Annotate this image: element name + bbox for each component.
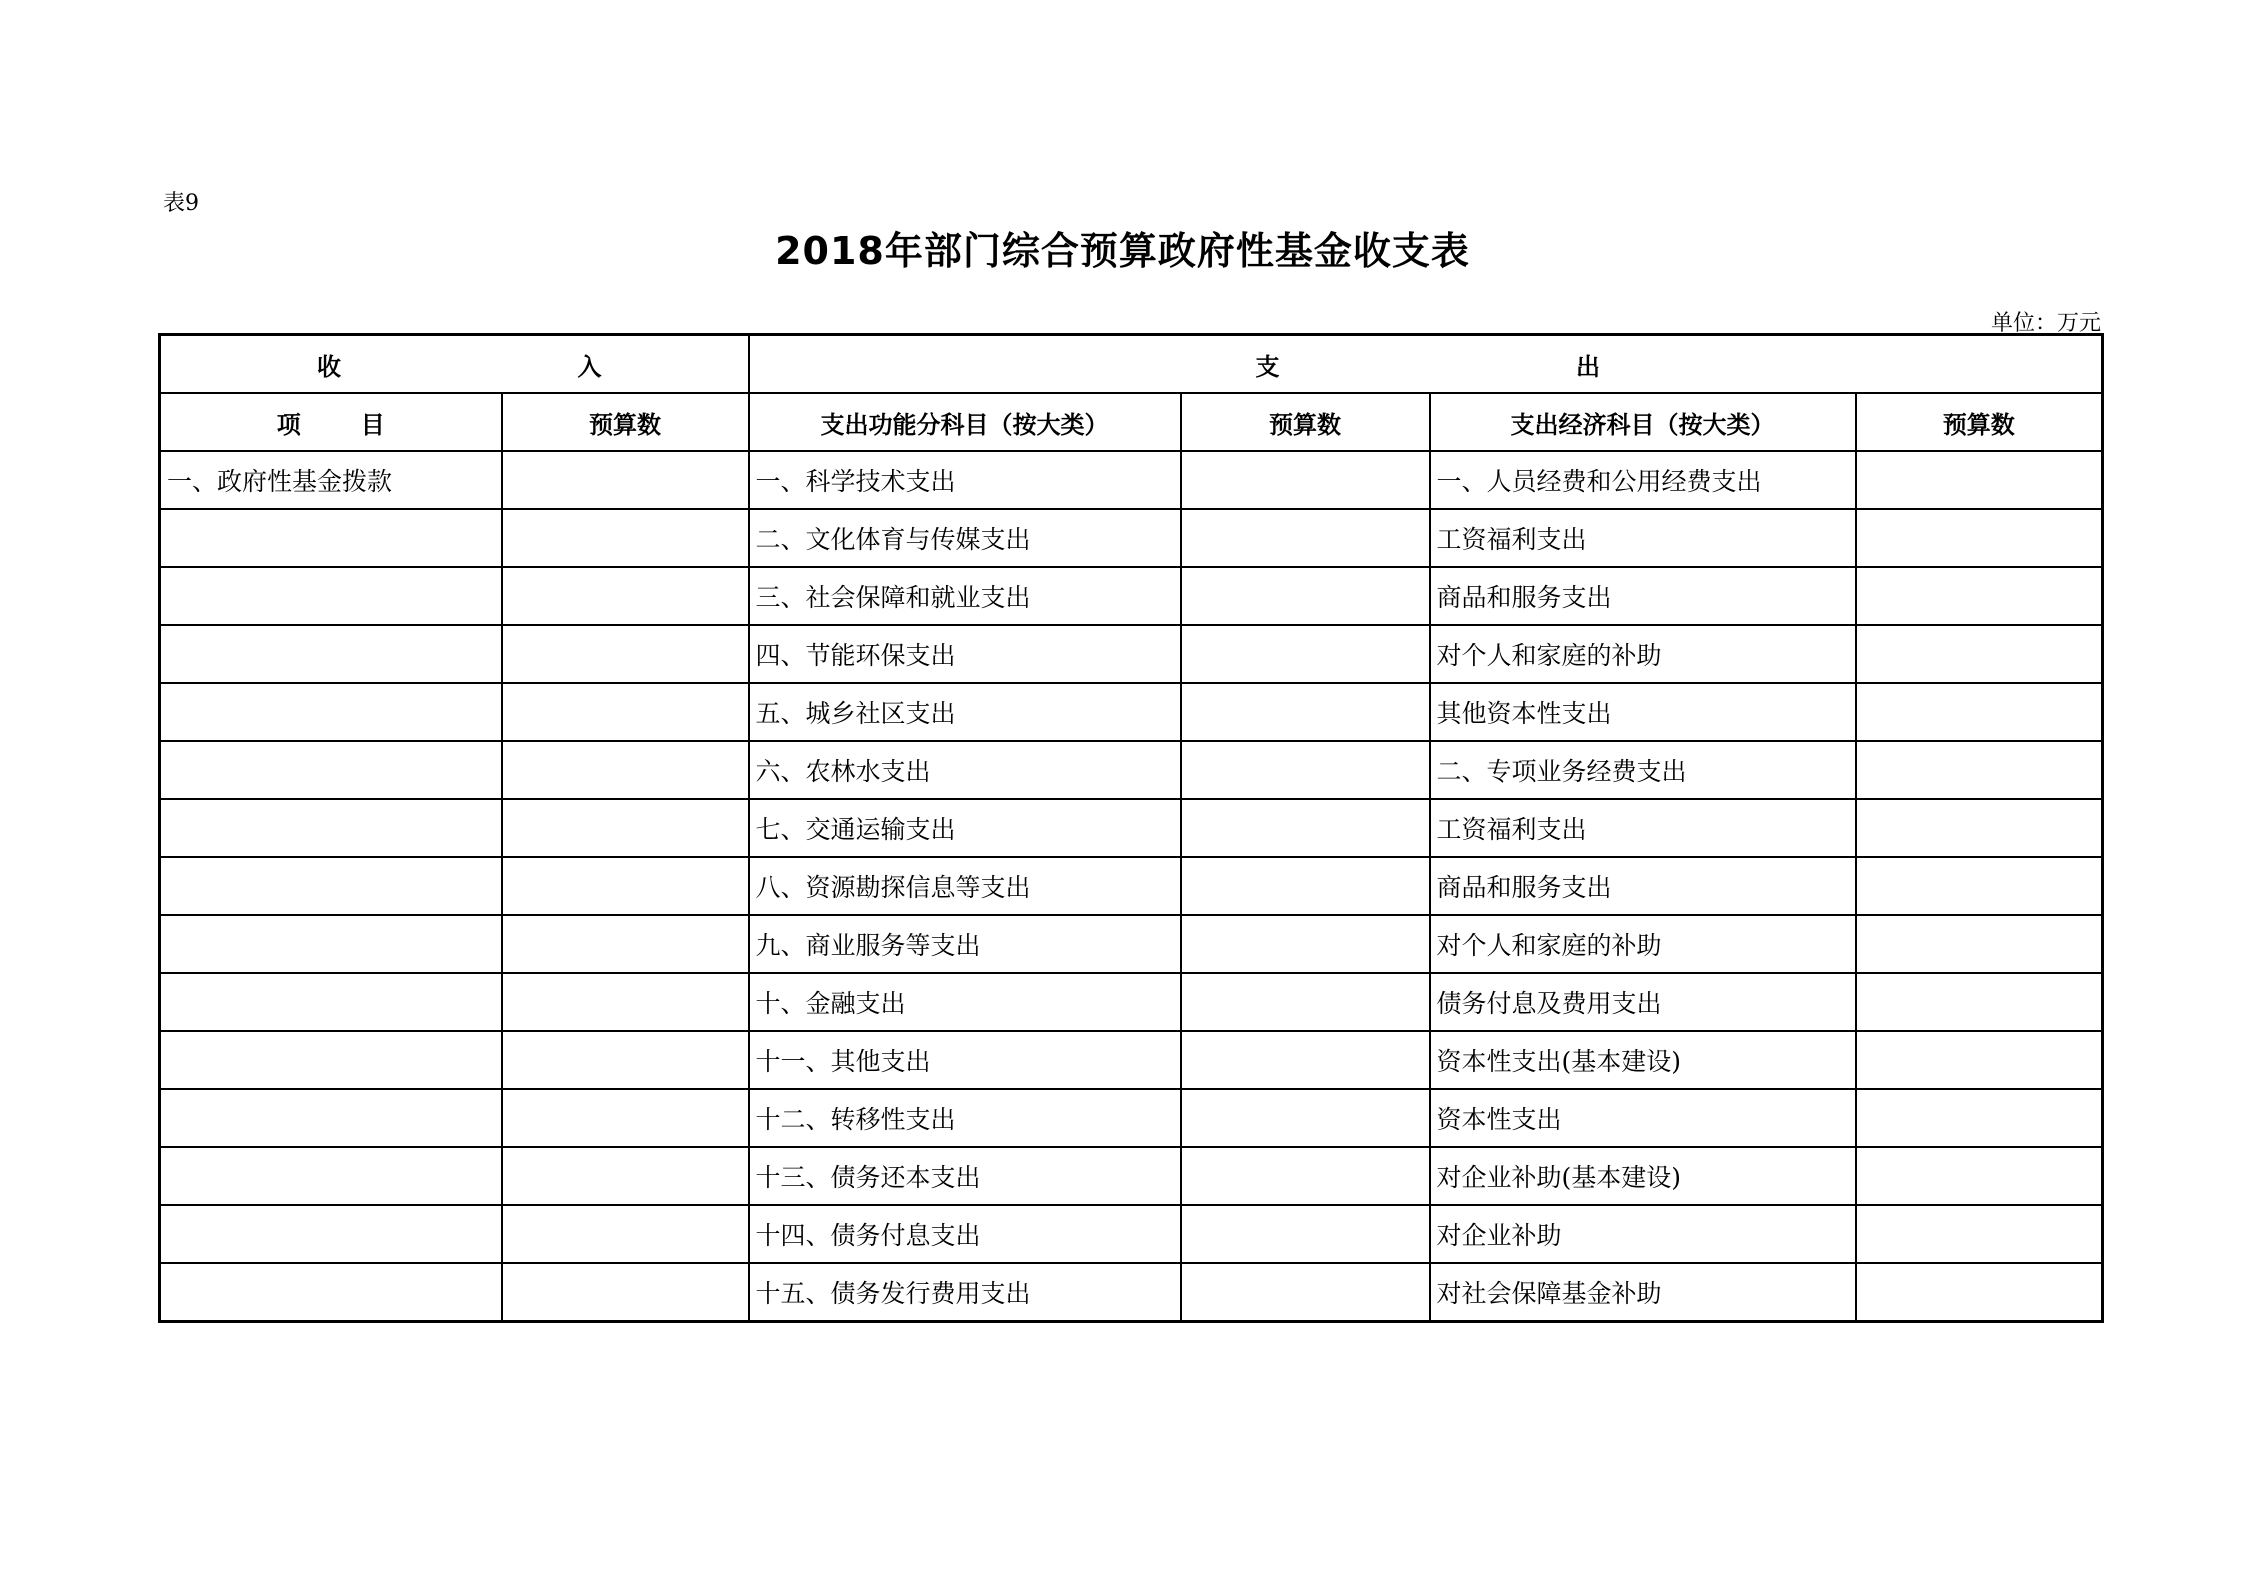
func-amount-cell xyxy=(1181,741,1430,799)
column-header-row xyxy=(160,393,2103,451)
func-subject-cell: 五、城乡社区支出 xyxy=(749,683,1181,741)
income-item-cell xyxy=(160,683,502,741)
func-subject-cell: 一、科学技术支出 xyxy=(749,451,1181,509)
func-amount-cell xyxy=(1181,1031,1430,1089)
econ-subject-cell: 资本性支出 xyxy=(1430,1089,1856,1147)
econ-amount-cell xyxy=(1856,567,2103,625)
income-amount-cell xyxy=(502,567,749,625)
econ-subject-cell: 对社会保障基金补助 xyxy=(1430,1263,1856,1322)
income-item-cell xyxy=(160,625,502,683)
col-header-income-item xyxy=(160,393,502,451)
income-amount-cell xyxy=(502,741,749,799)
col-header-econ-amount: 预算数 xyxy=(1856,393,2103,451)
income-item-cell: 一、政府性基金拨款 xyxy=(160,451,502,509)
func-amount-cell xyxy=(1181,683,1430,741)
econ-amount-cell xyxy=(1856,451,2103,509)
func-amount-cell xyxy=(1181,1205,1430,1263)
func-amount-cell xyxy=(1181,451,1430,509)
func-subject-cell: 十五、债务发行费用支出 xyxy=(749,1263,1181,1322)
table-row xyxy=(160,799,2103,857)
econ-amount-cell xyxy=(1856,509,2103,567)
econ-amount-cell xyxy=(1856,683,2103,741)
expense-section-header xyxy=(749,335,2103,394)
col-header-func-amount: 预算数 xyxy=(1181,393,1430,451)
col-header-char: 目 xyxy=(360,410,385,439)
func-subject-cell: 三、社会保障和就业支出 xyxy=(749,567,1181,625)
income-item-cell xyxy=(160,1031,502,1089)
econ-amount-cell xyxy=(1856,915,2103,973)
income-item-cell xyxy=(160,799,502,857)
income-amount-cell xyxy=(502,1205,749,1263)
func-subject-cell: 四、节能环保支出 xyxy=(749,625,1181,683)
table-body xyxy=(160,335,2103,1322)
econ-subject-cell: 商品和服务支出 xyxy=(1430,857,1856,915)
income-amount-cell xyxy=(502,973,749,1031)
income-header-char: 入 xyxy=(577,352,602,381)
income-amount-cell xyxy=(502,1089,749,1147)
econ-amount-cell xyxy=(1856,1147,2103,1205)
func-subject-cell: 十、金融支出 xyxy=(749,973,1181,1031)
econ-subject-cell: 二、专项业务经费支出 xyxy=(1430,741,1856,799)
econ-subject-cell: 工资福利支出 xyxy=(1430,799,1856,857)
unit-label: 单位：万元 xyxy=(1990,311,2101,336)
econ-subject-cell: 对个人和家庭的补助 xyxy=(1430,915,1856,973)
income-item-cell xyxy=(160,1205,502,1263)
econ-amount-cell xyxy=(1856,625,2103,683)
income-amount-cell xyxy=(502,683,749,741)
econ-amount-cell xyxy=(1856,1031,2103,1089)
income-section-header xyxy=(160,335,749,394)
func-subject-cell: 十二、转移性支出 xyxy=(749,1089,1181,1147)
econ-amount-cell xyxy=(1856,1089,2103,1147)
income-item-cell xyxy=(160,509,502,567)
func-amount-cell xyxy=(1181,567,1430,625)
func-amount-cell xyxy=(1181,1263,1430,1322)
econ-subject-cell: 工资福利支出 xyxy=(1430,509,1856,567)
func-amount-cell xyxy=(1181,915,1430,973)
table-row xyxy=(160,1147,2103,1205)
income-header-char: 收 xyxy=(317,352,341,381)
expense-header-char: 支 xyxy=(1255,352,1280,381)
income-amount-cell xyxy=(502,625,749,683)
func-amount-cell xyxy=(1181,1147,1430,1205)
table-row xyxy=(160,741,2103,799)
income-amount-cell xyxy=(502,1263,749,1322)
table-row xyxy=(160,683,2103,741)
table-row xyxy=(160,509,2103,567)
table-row xyxy=(160,1089,2103,1147)
income-amount-cell xyxy=(502,1031,749,1089)
func-subject-cell: 十三、债务还本支出 xyxy=(749,1147,1181,1205)
func-subject-cell: 十四、债务付息支出 xyxy=(749,1205,1181,1263)
table-row xyxy=(160,1031,2103,1089)
econ-amount-cell xyxy=(1856,1263,2103,1322)
income-item-cell xyxy=(160,1147,502,1205)
func-subject-cell: 二、文化体育与传媒支出 xyxy=(749,509,1181,567)
econ-subject-cell: 资本性支出(基本建设) xyxy=(1430,1031,1856,1089)
income-item-cell xyxy=(160,1263,502,1322)
col-header-func-subject: 支出功能分科目（按大类） xyxy=(749,393,1181,451)
func-subject-cell: 九、商业服务等支出 xyxy=(749,915,1181,973)
table-row xyxy=(160,1205,2103,1263)
econ-amount-cell xyxy=(1856,741,2103,799)
econ-subject-cell: 一、人员经费和公用经费支出 xyxy=(1430,451,1856,509)
table-row xyxy=(160,857,2103,915)
func-amount-cell xyxy=(1181,625,1430,683)
func-amount-cell xyxy=(1181,857,1430,915)
table-row xyxy=(160,567,2103,625)
page-title: 2018年部门综合预算政府性基金收支表 xyxy=(775,229,1470,273)
econ-amount-cell xyxy=(1856,857,2103,915)
func-subject-cell: 七、交通运输支出 xyxy=(749,799,1181,857)
income-item-cell xyxy=(160,973,502,1031)
func-subject-cell: 十一、其他支出 xyxy=(749,1031,1181,1089)
income-amount-cell xyxy=(502,451,749,509)
table-number: 表9 xyxy=(163,191,199,216)
income-amount-cell xyxy=(502,915,749,973)
income-item-cell xyxy=(160,567,502,625)
table-row xyxy=(160,451,2103,509)
func-subject-cell: 六、农林水支出 xyxy=(749,741,1181,799)
income-amount-cell xyxy=(502,509,749,567)
income-amount-cell xyxy=(502,799,749,857)
econ-amount-cell xyxy=(1856,1205,2103,1263)
table-row xyxy=(160,625,2103,683)
table-row xyxy=(160,1263,2103,1322)
income-item-cell xyxy=(160,857,502,915)
econ-subject-cell: 对个人和家庭的补助 xyxy=(1430,625,1856,683)
income-item-cell xyxy=(160,915,502,973)
func-amount-cell xyxy=(1181,973,1430,1031)
econ-subject-cell: 其他资本性支出 xyxy=(1430,683,1856,741)
econ-amount-cell xyxy=(1856,799,2103,857)
section-header-row xyxy=(160,335,2103,394)
func-amount-cell xyxy=(1181,1089,1430,1147)
table-row xyxy=(160,973,2103,1031)
func-subject-cell: 八、资源勘探信息等支出 xyxy=(749,857,1181,915)
income-item-cell xyxy=(160,741,502,799)
income-item-cell xyxy=(160,1089,502,1147)
func-amount-cell xyxy=(1181,509,1430,567)
income-amount-cell xyxy=(502,1147,749,1205)
col-header-char: 项 xyxy=(276,410,301,439)
income-amount-cell xyxy=(502,857,749,915)
col-header-econ-subject: 支出经济科目（按大类） xyxy=(1430,393,1856,451)
budget-table xyxy=(158,333,2104,1323)
expense-header-char: 出 xyxy=(1576,352,1600,381)
econ-subject-cell: 债务付息及费用支出 xyxy=(1430,973,1856,1031)
col-header-income-amount: 预算数 xyxy=(502,393,749,451)
func-amount-cell xyxy=(1181,799,1430,857)
econ-subject-cell: 对企业补助(基本建设) xyxy=(1430,1147,1856,1205)
econ-amount-cell xyxy=(1856,973,2103,1031)
table-row xyxy=(160,915,2103,973)
econ-subject-cell: 商品和服务支出 xyxy=(1430,567,1856,625)
econ-subject-cell: 对企业补助 xyxy=(1430,1205,1856,1263)
